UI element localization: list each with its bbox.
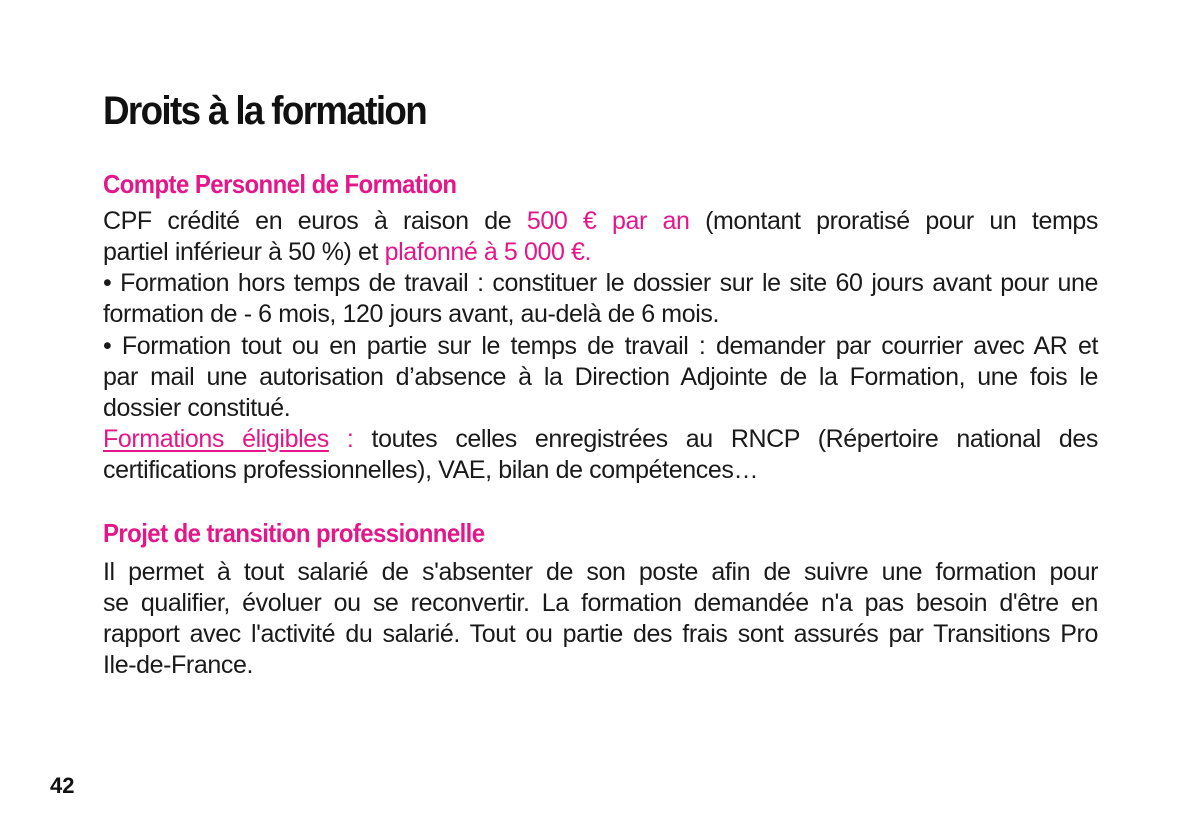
page-title: Droits à la formation (103, 89, 427, 133)
cpf-eligible-line-2: certifications professionnelles), VAE, bilan de compétences… (103, 456, 759, 484)
page-number: 42 (50, 773, 75, 798)
cpf-bullet1-line-1: • Formation hors temps de travail : constituer le dossier sur le site 60 jours avant pour une (103, 269, 1098, 297)
cpf-bullet2-line-1: • Formation tout ou en partie sur le temps de travail : demander par courrier avec AR et (103, 332, 1098, 360)
cpf-intro-text: CPF crédité en euros à raison de (103, 207, 527, 235)
cpf-cap-highlight: plafonné à 5 000 €. (384, 238, 592, 266)
cpf-bullet2-line-2: par mail une autorisation d’absence à la Direction Adjointe de la Formation, une fois le (103, 363, 1098, 391)
cpf-intro-text-2: partiel inférieur à 50 %) et (103, 238, 385, 266)
eligible-formations-link[interactable]: Formations éligibles (103, 425, 329, 453)
cpf-intro-line-2 (103, 237, 1098, 268)
cpf-intro-text-cont: (montant proratisé pour un temps (689, 207, 1099, 235)
cpf-bullet-outside-worktime (103, 268, 1098, 330)
ptp-line-4: Ile-de-France. (103, 651, 254, 679)
cpf-eligible-paragraph (103, 424, 1098, 486)
ptp-line-3: rapport avec l'activité du salarié. Tout ou partie des frais sont assurés par Transitions Pro (103, 620, 1098, 648)
section-heading-cpf: Compte Personnel de Formation (103, 169, 457, 199)
cpf-bullet2-line-3: dossier constitué. (103, 394, 291, 422)
cpf-amount-highlight: 500 € par an (526, 207, 690, 235)
eligible-text: toutes celles enregistrées au RNCP (Répertoire national des (353, 425, 1098, 453)
section-heading-ptp: Projet de transition professionnelle (103, 518, 485, 548)
cpf-intro-paragraph (103, 206, 1098, 268)
eligible-colon: : (328, 425, 354, 453)
ptp-line-2: se qualifier, évoluer ou se reconvertir. La formation demandée n'a pas besoin d'être en (103, 589, 1098, 617)
cpf-bullet1-line-2: formation de - 6 mois, 120 jours avant, au-delà de 6 mois. (103, 300, 720, 328)
cpf-bullet-during-worktime (103, 331, 1098, 424)
cpf-intro-line-1 (103, 206, 1098, 237)
ptp-paragraph (103, 557, 1098, 681)
cpf-eligible-line-1 (103, 424, 1098, 455)
ptp-line-1: Il permet à tout salarié de s'absenter de son poste afin de suivre une formation pour (103, 558, 1098, 586)
